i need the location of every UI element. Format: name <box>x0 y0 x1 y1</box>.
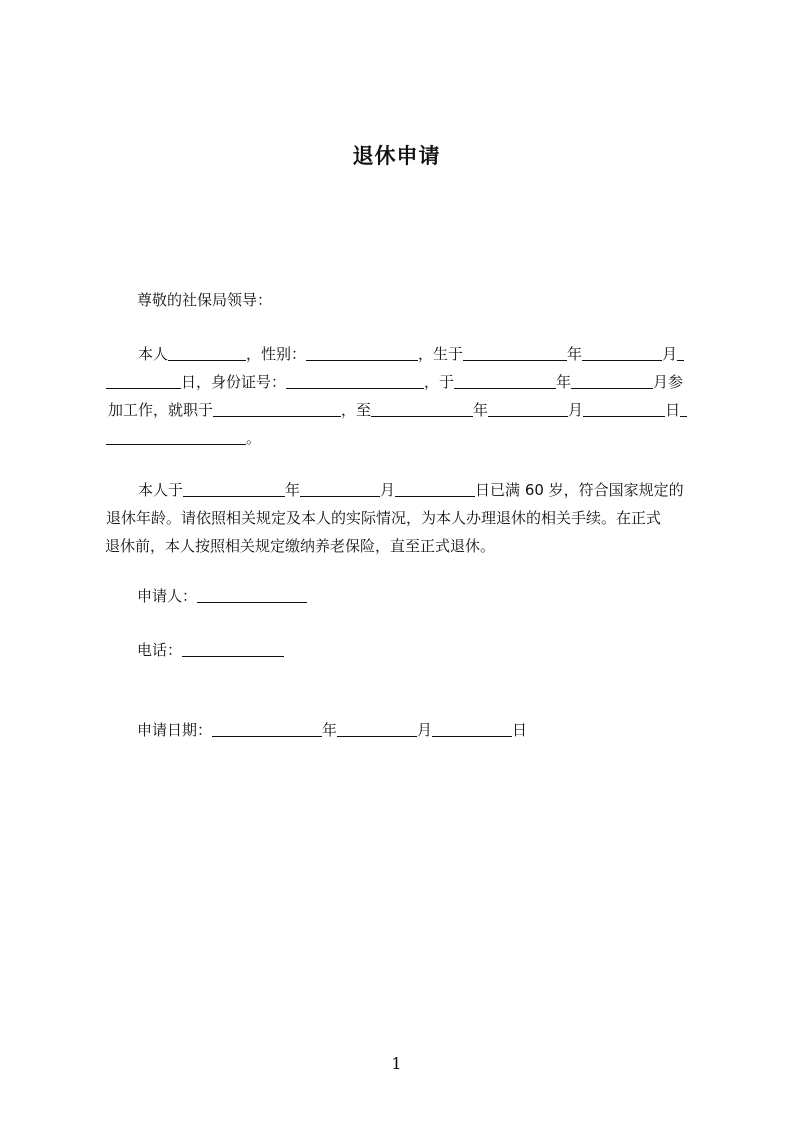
birth-month-tail-blank[interactable] <box>677 346 684 361</box>
retire-day-blank[interactable] <box>395 482 475 497</box>
applicant-line: 申请人： <box>137 586 307 606</box>
application-day-blank[interactable] <box>432 722 512 737</box>
employer-blank[interactable] <box>213 402 341 417</box>
application-year-blank[interactable] <box>212 722 322 737</box>
para1-line1: 本人 ，性别： ，生于 年 月 <box>138 344 684 364</box>
id-number-blank[interactable] <box>286 374 424 389</box>
work-start-month-blank[interactable] <box>571 374 653 389</box>
application-month-blank[interactable] <box>337 722 417 737</box>
birth-year-blank[interactable] <box>463 346 567 361</box>
para1-line4: 。 <box>106 428 261 448</box>
end-day-tail-blank[interactable] <box>680 402 687 417</box>
end-day-blank[interactable] <box>583 402 665 417</box>
phone-blank[interactable] <box>182 642 284 657</box>
application-date-line: 申请日期： 年 月 日 <box>137 721 528 739</box>
end-year-blank[interactable] <box>371 402 473 417</box>
birth-month-blank[interactable] <box>582 346 662 361</box>
para2-line2: 退休年龄。请依照相关规定及本人的实际情况，为本人办理退休的相关手续。在正式 <box>106 509 662 527</box>
para2-line1: 本人于 年 月 日已满 60 岁，符合国家规定的 <box>138 481 684 499</box>
gender-blank[interactable] <box>306 346 418 361</box>
name-blank[interactable] <box>168 346 246 361</box>
end-month-blank[interactable] <box>488 402 568 417</box>
retire-month-blank[interactable] <box>300 482 380 497</box>
continuation-blank[interactable] <box>106 430 246 445</box>
birth-day-blank[interactable] <box>106 374 181 389</box>
para2-line3: 退休前，本人按照相关规定缴纳养老保险，直至正式退休。 <box>105 537 496 555</box>
applicant-signature-blank[interactable] <box>197 588 307 603</box>
retire-year-blank[interactable] <box>183 482 285 497</box>
para1-line2: 日，身份证号： ，于 年 月参 <box>106 372 683 392</box>
document-title: 退休申请 <box>352 144 441 168</box>
phone-line: 电话： <box>137 640 284 660</box>
salutation: 尊敬的社保局领导： <box>137 291 273 309</box>
para1-line3: 加工作，就职于 ，至 年 月 日 <box>108 400 687 420</box>
work-start-year-blank[interactable] <box>454 374 556 389</box>
page-number: 1 <box>391 1054 402 1073</box>
